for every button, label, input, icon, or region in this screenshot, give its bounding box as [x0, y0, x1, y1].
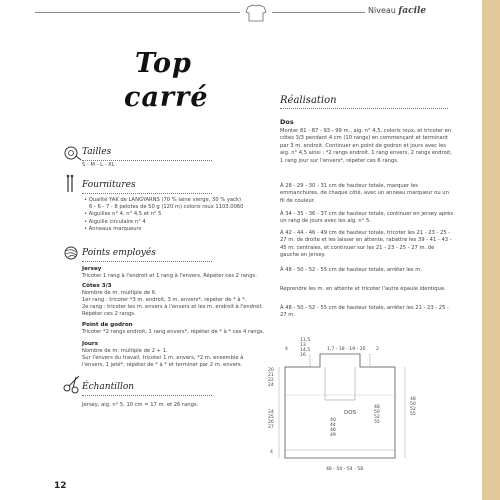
points-heading: Points employés	[82, 248, 156, 258]
stitch-cotes-line: 1er rang : tricoter *3 m. endroit, 3 m. envers*, répéter de * à *.	[82, 297, 247, 303]
stitch-godron-title: Point de godron	[82, 322, 133, 328]
fournitures-divider	[82, 193, 212, 194]
stitch-jours-title: Jours	[82, 341, 98, 347]
page-edge-stripe	[482, 0, 500, 500]
schema-left-bottom: 4	[270, 450, 273, 455]
instruction-paragraph: À 28 - 29 - 30 - 31 cm de hauteur totale, marquer les emmanchures, de chaque côté, avec un anneau marqueur ou un fil de couleur.	[280, 183, 449, 204]
stitch-jersey-text: Tricoter 1 rang à l'endroit et 1 rang à l'envers. Répéter ces 2 rangs.	[82, 273, 257, 279]
instruction-paragraph: À 34 - 35 - 36 - 37 cm de hauteur totale, continuer en jersey après un rang de jours avec les aig. n° 5.	[280, 211, 454, 225]
schema-center: 40	[330, 418, 336, 423]
level-label: Niveau	[368, 6, 396, 15]
schema-left-upper: 20	[268, 368, 274, 373]
echantillon-divider	[82, 395, 212, 396]
stitch-cotes-title: Côtes 3/3	[82, 283, 112, 289]
instruction-paragraph: À 42 - 44 - 46 - 49 cm de hauteur totale, tricoter les 21 - 23 - 25 - 27 m. de droite et les laisser en attente, rabattre les 39 - 41 - 43 - 45 m. centrales, et continuer sur les 21 - 23 - 25 - 27 m. de gauche en jersey.	[280, 230, 452, 259]
realisation-heading: Réalisation	[280, 95, 337, 106]
yarn-ball-icon	[62, 242, 82, 262]
page-number: 12	[54, 481, 67, 491]
supply-item-circular-needle: • Aiguille circulaire n° 4	[84, 219, 146, 226]
echantillon-heading: Échantillon	[82, 382, 135, 392]
stitch-cotes-line: Nombre de m. multiple de 6.	[82, 290, 157, 296]
schema-left-upper: 21	[268, 373, 274, 378]
instruction-paragraph: À 48 - 50 - 52 - 55 cm de hauteur totale, arrêter les 21 - 23 - 25 - 27 m.	[280, 305, 449, 319]
stitch-jours-line: Sur l'envers du travail, tricoter 1 m. envers, *2 m. ensemble à	[82, 355, 244, 361]
schema-left-lower: 25	[268, 415, 274, 420]
schema-right-outer: 48	[410, 397, 416, 402]
supply-item-needles: • Aiguilles n° 4, n° 4,5 et n° 5	[84, 211, 161, 218]
realisation-divider	[280, 108, 448, 109]
schema-top-right: 2	[376, 347, 379, 352]
header-rule-left	[35, 12, 240, 13]
schema-left-lower: 27	[268, 425, 274, 430]
schema-bottom-width: 46 - 50 - 54 - 58	[326, 467, 364, 472]
schema-left-lower: 26	[268, 420, 274, 425]
header-rule-right	[272, 12, 365, 13]
schema-top-center: 1,7 - 18 - 19 - 20	[327, 347, 366, 352]
schema-right-inner: 50	[374, 410, 380, 415]
level-indicator	[368, 6, 426, 16]
stitch-cotes-line: Répéter ces 2 rangs.	[82, 311, 136, 317]
points-divider	[82, 261, 212, 262]
sizes-list: S - M - L - XL	[82, 162, 115, 168]
schema-neck-size: 14,5	[300, 348, 311, 353]
dos-title: Dos	[280, 118, 294, 126]
schema-right-outer: 52	[410, 407, 416, 412]
schema-top-left: 4	[285, 347, 288, 352]
fournitures-heading: Fournitures	[82, 180, 136, 190]
schema-left-upper: 24	[268, 383, 274, 388]
supply-item-yarn: • Qualité YAK de LANGYARNS (70 % laine vierge, 30 % yack)	[84, 197, 241, 204]
schema-left-lower: 24	[268, 410, 274, 415]
stitch-jersey-title: Jersey	[82, 266, 102, 272]
schema-panel-label: DOS	[344, 410, 357, 416]
tailles-divider	[82, 160, 212, 161]
supply-item-quantity: 6 - 6 - 7 - 8 pelotes de 50 g (120 m) coloris roux 1103.0060	[89, 204, 244, 210]
supply-item-markers: • Anneaux marqueurs	[84, 226, 141, 233]
schema-neck-size: 16	[300, 353, 306, 358]
schema-left-upper: 22	[268, 378, 274, 383]
schema-center: 49	[330, 433, 336, 438]
scissors-icon	[62, 374, 82, 394]
schema-right-outer: 50	[410, 402, 416, 407]
instruction-paragraph: À 48 - 50 - 52 - 55 cm de hauteur totale, arrêter les m.	[280, 267, 422, 273]
schema-right-inner: 52	[374, 415, 380, 420]
schema-neck-size: 13	[300, 343, 306, 348]
gauge-text: Jersey, aig. n° 5, 10 cm = 17 m. et 26 rangs.	[82, 402, 199, 408]
schema-right-outer: 55	[410, 412, 416, 417]
schema-center: 46	[330, 428, 336, 433]
back-panel-schematic	[265, 330, 475, 460]
measuring-tape-icon	[62, 142, 82, 162]
pattern-title-line1: Top	[135, 48, 192, 79]
knitting-needles-icon	[62, 174, 82, 194]
instruction-paragraph: Monter 81 - 87 - 93 - 99 m., aig. n° 4,5, coloris roux, et tricoter en côtes 3/3 pendant 4 cm (10 rangs) en commençant et terminant par 3 m. endroit. Continuer en point de godron et jours avec les aig. n° 4,5 ainsi : *2 rangs endroit, 1 rang envers, 2 rangs endroit, 1 rang jour sur l'envers*, répéter ces 6 rangs.	[280, 128, 452, 164]
stitch-cotes-line: 2e rang : tricoter les m. envers à l'envers et les m. endroit à l'endroit.	[82, 304, 264, 310]
schema-neck-size: 11,5	[300, 338, 311, 343]
level-value: facile	[398, 6, 427, 16]
stitch-jours-line: Nombre de m. multiple de 2 + 1.	[82, 348, 168, 354]
schema-right-inner: 55	[374, 420, 380, 425]
schema-right-inner: 48	[374, 405, 380, 410]
instruction-paragraph: Reprendre les m. en attente et tricoter l'autre épaule identique.	[280, 286, 446, 292]
pattern-title-line2: carré	[124, 82, 209, 113]
schema-center: 44	[330, 423, 336, 428]
stitch-jours-line: l'envers, 1 jeté*, répéter de * à * et terminer par 2 m. envers.	[82, 362, 243, 368]
tailles-heading: Tailles	[82, 147, 112, 157]
top-garment-icon	[244, 4, 268, 22]
stitch-godron-text: Tricoter *2 rangs endroit, 1 rang envers*, répéter de * à * ces 4 rangs.	[82, 329, 265, 335]
